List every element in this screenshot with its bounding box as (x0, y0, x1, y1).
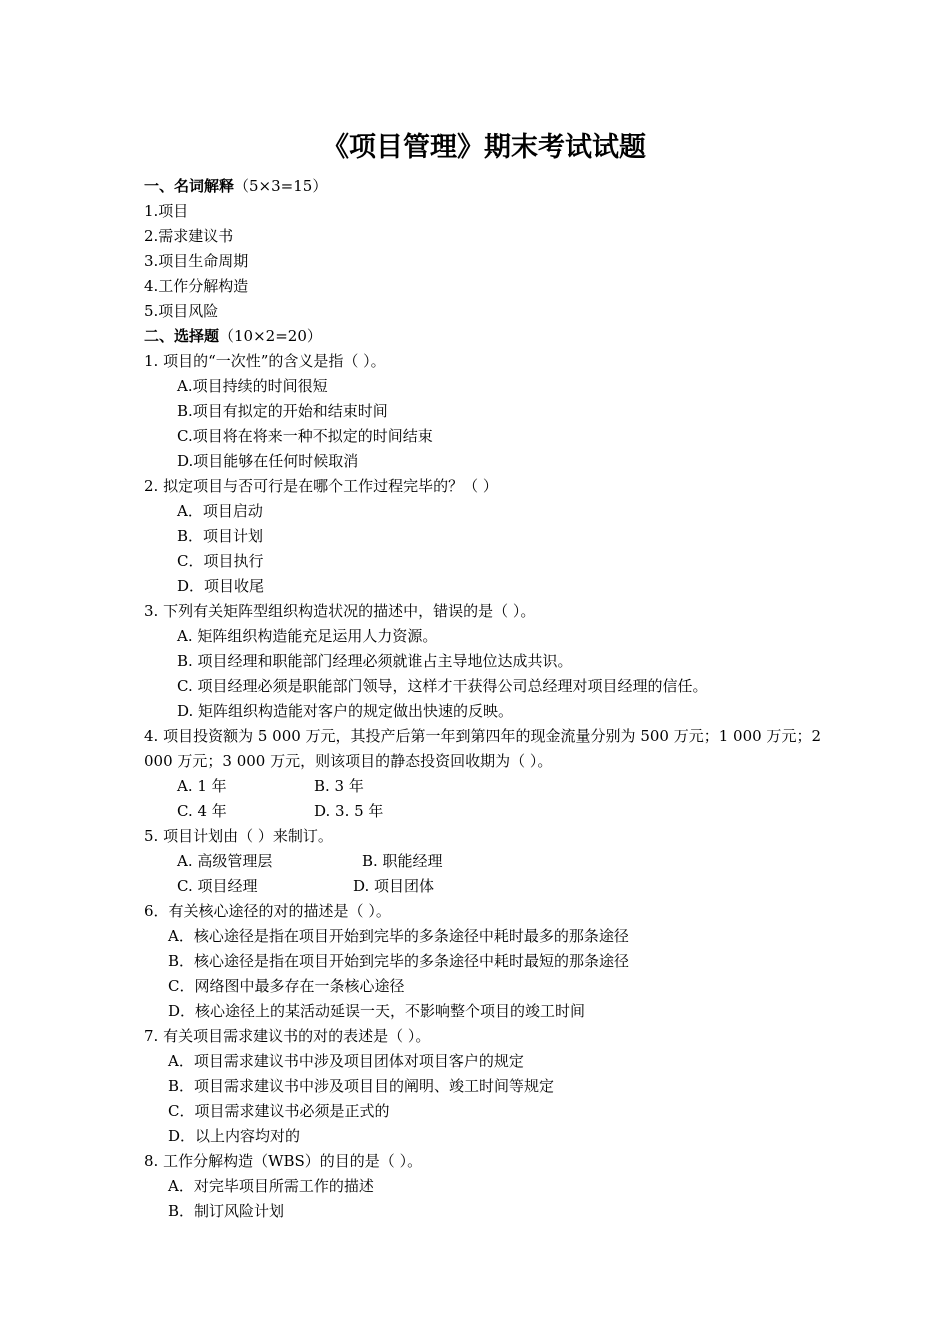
option: A.项目持续的时间很短 (177, 377, 328, 395)
option: A. 矩阵组织构造能充足运用人力资源。 (177, 627, 438, 645)
option: B. 项目经理和职能部门经理必须就谁占主导地位达成共识。 (177, 652, 573, 670)
term-item: 3.项目生命周期 (144, 252, 249, 270)
option: A. 高级管理层 (177, 852, 273, 870)
question-6: 6．有关核心途径的对的描述是（ ）。 (144, 902, 391, 920)
option: A．项目需求建议书中涉及项目团体对项目客户的规定 (168, 1052, 524, 1070)
option: B. 职能经理 (362, 852, 443, 870)
option-row (144, 774, 824, 799)
section-title: 一、名词解释 (144, 177, 235, 195)
term-item: 1.项目 (144, 202, 189, 220)
option: A．对完毕项目所需工作的描述 (168, 1177, 374, 1195)
option: A．核心途径是指在项目开始到完毕的多条途径中耗时最多的那条途径 (168, 927, 629, 945)
question-1: 1. 项目的“一次性”的含义是指（ ）。 (144, 352, 386, 370)
question-3: 3. 下列有关矩阵型组织构造状况的描述中，错误的是（ ）。 (144, 602, 536, 620)
section-heading-choice (144, 324, 824, 349)
option: D. 项目团体 (353, 877, 435, 895)
option: A．项目启动 (177, 502, 263, 520)
section-score: （10×2=20） (219, 327, 322, 345)
option: D．以上内容均对的 (168, 1127, 301, 1145)
question-5: 5. 项目计划由（ ）来制订。 (144, 827, 333, 845)
option-row (144, 849, 824, 874)
section-heading-terms (144, 174, 824, 199)
option: B．项目计划 (177, 527, 264, 545)
option: C.项目将在将来一种不拟定的时间结束 (177, 427, 433, 445)
option: C. 4 年 (177, 802, 227, 820)
question-2: 2. 拟定项目与否可行是在哪个工作过程完毕的？（ ） (144, 477, 498, 495)
exam-page (144, 128, 824, 1224)
option: D. 矩阵组织构造能对客户的规定做出快速的反映。 (177, 702, 514, 720)
question-8: 8. 工作分解构造（WBS）的目的是（ ）。 (144, 1152, 423, 1170)
option-row (144, 874, 824, 899)
section-score: （5×3=15） (234, 177, 328, 195)
page-title: 《项目管理》期末考试试题 (322, 132, 646, 163)
term-item: 4.工作分解构造 (144, 277, 249, 295)
question-7: 7. 有关项目需求建议书的对的表述是（ ）。 (144, 1027, 431, 1045)
option: C．项目执行 (177, 552, 264, 570)
option: D. 3. 5 年 (314, 802, 384, 820)
option: B．项目需求建议书中涉及项目目的阐明、竣工时间等规定 (168, 1077, 555, 1095)
term-item: 5.项目风险 (144, 302, 219, 320)
option: C．网络图中最多存在一条核心途径 (168, 977, 405, 995)
option-row (144, 799, 824, 824)
option: B. 3 年 (314, 777, 364, 795)
option: D．核心途径上的某活动延误一天，不影响整个项目的竣工时间 (168, 1002, 586, 1020)
option: B.项目有拟定的开始和结束时间 (177, 402, 388, 420)
option: B．核心途径是指在项目开始到完毕的多条途径中耗时最短的那条途径 (168, 952, 630, 970)
question-4: 4. 项目投资额为 5 000 万元，其投产后第一年到第四年的现金流量分别为 500 万元；1 000 万元；2 000 万元；3 000 万元，则该项目的静态投资回收期为（ ）。 (144, 727, 821, 770)
option: D．项目收尾 (177, 577, 265, 595)
option: C. 项目经理 (177, 877, 258, 895)
term-item: 2.需求建议书 (144, 227, 234, 245)
option: A. 1 年 (177, 777, 227, 795)
option: B．制订风险计划 (168, 1202, 285, 1220)
option: D.项目能够在任何时候取消 (177, 452, 359, 470)
option: C．项目需求建议书必须是正式的 (168, 1102, 390, 1120)
section-title: 二、选择题 (144, 327, 220, 345)
option: C. 项目经理必须是职能部门领导，这样才干获得公司总经理对项目经理的信任。 (177, 677, 708, 695)
